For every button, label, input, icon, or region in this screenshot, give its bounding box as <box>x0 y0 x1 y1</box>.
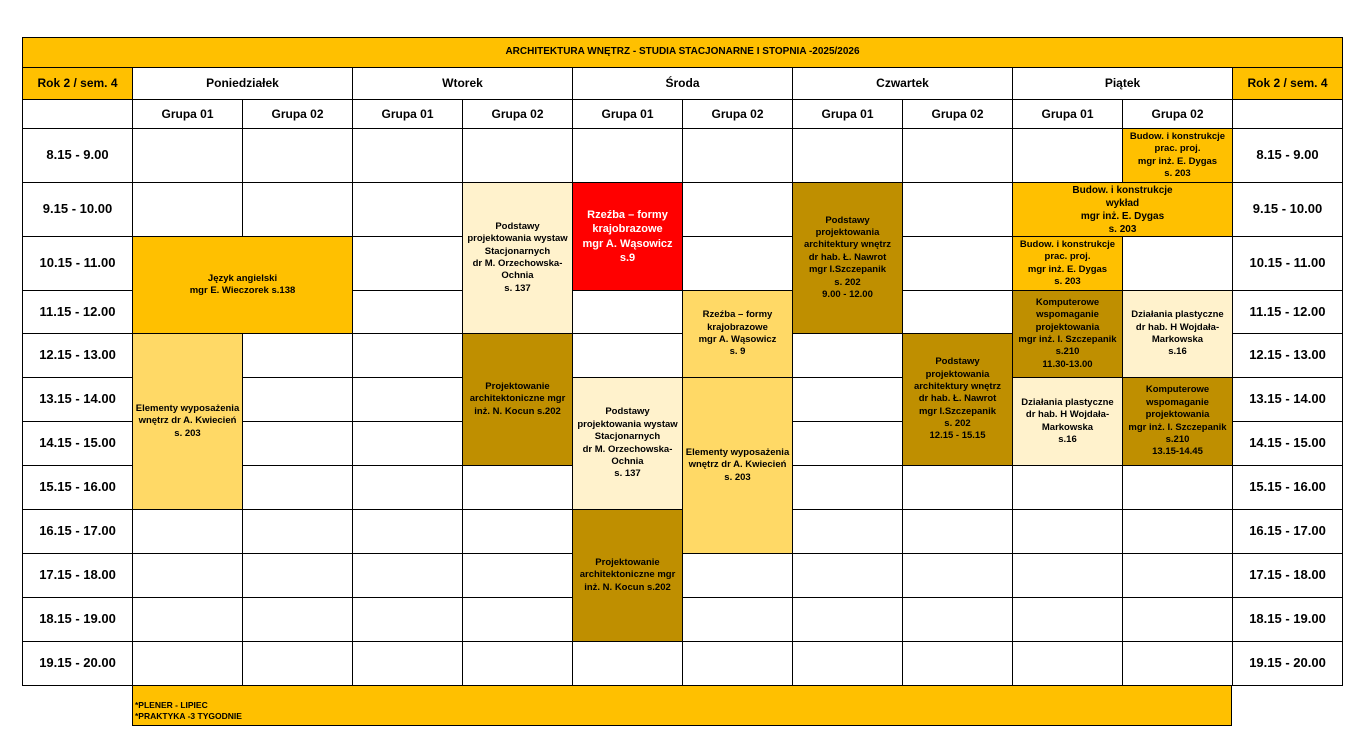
group-header: Grupa 02 <box>902 99 1013 129</box>
blank-corner-right <box>1232 99 1343 129</box>
empty-slot <box>352 641 463 686</box>
empty-slot <box>132 128 243 183</box>
class-block[interactable]: Projektowanie architektoniczne mgr inż. N. Kocun s.202 <box>572 509 683 642</box>
empty-slot <box>902 128 1013 183</box>
empty-slot <box>1122 509 1233 554</box>
day-header: Czwartek <box>792 67 1013 100</box>
schedule-title: ARCHITEKTURA WNĘTRZ - STUDIA STACJONARNE I STOPNIA -2025/2026 <box>22 37 1343 68</box>
empty-slot <box>792 333 903 378</box>
empty-slot <box>462 509 573 554</box>
empty-slot <box>572 290 683 334</box>
time-slot-left: 18.15 - 19.00 <box>22 597 133 642</box>
empty-slot <box>1122 236 1233 291</box>
time-slot-right: 9.15 - 10.00 <box>1232 182 1343 237</box>
day-header: Środa <box>572 67 793 100</box>
group-header: Grupa 02 <box>682 99 793 129</box>
time-slot-right: 15.15 - 16.00 <box>1232 465 1343 510</box>
empty-slot <box>462 597 573 642</box>
day-header: Wtorek <box>352 67 573 100</box>
group-header: Grupa 02 <box>1122 99 1233 129</box>
time-slot-right: 12.15 - 13.00 <box>1232 333 1343 378</box>
time-slot-right: 16.15 - 17.00 <box>1232 509 1343 554</box>
empty-slot <box>462 128 573 183</box>
empty-slot <box>1122 553 1233 598</box>
empty-slot <box>902 597 1013 642</box>
time-slot-left: 11.15 - 12.00 <box>22 290 133 334</box>
year-label-left: Rok 2 / sem. 4 <box>22 67 133 100</box>
empty-slot <box>902 290 1013 334</box>
empty-slot <box>462 641 573 686</box>
time-slot-right: 18.15 - 19.00 <box>1232 597 1343 642</box>
empty-slot <box>682 597 793 642</box>
empty-slot <box>352 465 463 510</box>
time-slot-right: 13.15 - 14.00 <box>1232 377 1343 422</box>
footer-note-plener: *PLENER - LIPIEC <box>135 700 208 710</box>
class-block[interactable]: Elementy wyposażenia wnętrz dr A. Kwiecień s. 203 <box>682 377 793 554</box>
empty-slot <box>242 377 353 422</box>
class-block[interactable]: Podstawy projektowania wystaw Stacjonarnych dr M. Orzechowska-Ochnia s. 137 <box>462 182 573 334</box>
time-slot-left: 10.15 - 11.00 <box>22 236 133 291</box>
empty-slot <box>242 128 353 183</box>
class-block[interactable]: Rzeźba – formy krajobrazowe mgr A. Wąsowicz s.9 <box>572 182 683 291</box>
footer-note-praktyka: *PRAKTYKA -3 TYGODNIE <box>135 711 242 722</box>
empty-slot <box>242 641 353 686</box>
empty-slot <box>1012 597 1123 642</box>
empty-slot <box>792 421 903 466</box>
empty-slot <box>682 236 793 291</box>
empty-slot <box>902 465 1013 510</box>
empty-slot <box>1012 553 1123 598</box>
group-header: Grupa 01 <box>792 99 903 129</box>
empty-slot <box>352 421 463 466</box>
empty-slot <box>242 182 353 237</box>
empty-slot <box>352 553 463 598</box>
class-block[interactable]: Język angielski mgr E. Wieczorek s.138 <box>132 236 353 334</box>
group-header: Grupa 02 <box>462 99 573 129</box>
empty-slot <box>682 641 793 686</box>
time-slot-left: 12.15 - 13.00 <box>22 333 133 378</box>
empty-slot <box>352 236 463 291</box>
time-slot-left: 16.15 - 17.00 <box>22 509 133 554</box>
time-slot-left: 17.15 - 18.00 <box>22 553 133 598</box>
empty-slot <box>132 509 243 554</box>
empty-slot <box>132 182 243 237</box>
empty-slot <box>1122 465 1233 510</box>
class-block[interactable]: Podstawy projektowania wystaw Stacjonarnych dr M. Orzechowska-Ochnia s. 137 <box>572 377 683 510</box>
footer-notes <box>132 685 1232 726</box>
class-block[interactable]: Podstawy projektowania architektury wnętrz dr hab. Ł. Nawrot mgr I.Szczepanik s. 202 9.00 - 12.00 <box>792 182 903 334</box>
class-block[interactable]: Podstawy projektowania architektury wnętrz dr hab. Ł. Nawrot mgr I.Szczepanik s. 202 12.15 - 15.15 <box>902 333 1013 466</box>
class-block[interactable]: Elementy wyposażenia wnętrz dr A. Kwiecień s. 203 <box>132 333 243 510</box>
time-slot-left: 19.15 - 20.00 <box>22 641 133 686</box>
empty-slot <box>902 553 1013 598</box>
empty-slot <box>352 509 463 554</box>
empty-slot <box>352 128 463 183</box>
empty-slot <box>572 128 683 183</box>
empty-slot <box>352 290 463 334</box>
time-slot-right: 11.15 - 12.00 <box>1232 290 1343 334</box>
class-block[interactable]: Działania plastyczne dr hab. H Wojdała-Markowska s.16 <box>1012 377 1123 466</box>
group-header: Grupa 01 <box>352 99 463 129</box>
class-block[interactable]: Budow. i konstrukcje wykład mgr inż. E. Dygas s. 203 <box>1012 182 1233 237</box>
time-slot-left: 14.15 - 15.00 <box>22 421 133 466</box>
time-slot-left: 8.15 - 9.00 <box>22 128 133 183</box>
empty-slot <box>1122 597 1233 642</box>
empty-slot <box>352 182 463 237</box>
empty-slot <box>792 641 903 686</box>
empty-slot <box>792 509 903 554</box>
empty-slot <box>242 597 353 642</box>
group-header: Grupa 02 <box>242 99 353 129</box>
empty-slot <box>242 509 353 554</box>
class-block[interactable]: Komputerowe wspomaganie projektowania mgr inż. I. Szczepanik s.210 13.15-14.45 <box>1122 377 1233 466</box>
empty-slot <box>682 553 793 598</box>
empty-slot <box>1122 641 1233 686</box>
time-slot-left: 15.15 - 16.00 <box>22 465 133 510</box>
empty-slot <box>1012 509 1123 554</box>
day-header: Poniedziałek <box>132 67 353 100</box>
group-header: Grupa 01 <box>1012 99 1123 129</box>
empty-slot <box>792 128 903 183</box>
empty-slot <box>1012 128 1123 183</box>
empty-slot <box>132 597 243 642</box>
empty-slot <box>242 421 353 466</box>
empty-slot <box>132 641 243 686</box>
empty-slot <box>352 333 463 378</box>
empty-slot <box>902 509 1013 554</box>
blank-corner-left <box>22 99 133 129</box>
time-slot-right: 19.15 - 20.00 <box>1232 641 1343 686</box>
class-block[interactable]: Budow. i konstrukcje prac. proj. mgr inż. E. Dygas s. 203 <box>1012 236 1123 291</box>
class-block[interactable]: Projektowanie architektoniczne mgr inż. N. Kocun s.202 <box>462 333 573 466</box>
empty-slot <box>132 553 243 598</box>
time-slot-left: 9.15 - 10.00 <box>22 182 133 237</box>
empty-slot <box>572 641 683 686</box>
group-header: Grupa 01 <box>132 99 243 129</box>
group-header: Grupa 01 <box>572 99 683 129</box>
empty-slot <box>792 465 903 510</box>
class-block[interactable]: Rzeźba – formy krajobrazowe mgr A. Wąsowicz s. 9 <box>682 290 793 378</box>
time-slot-right: 14.15 - 15.00 <box>1232 421 1343 466</box>
empty-slot <box>792 377 903 422</box>
empty-slot <box>1012 465 1123 510</box>
class-block[interactable]: Działania plastyczne dr hab. H Wojdała-Markowska s.16 <box>1122 290 1233 378</box>
empty-slot <box>462 553 573 598</box>
empty-slot <box>242 465 353 510</box>
empty-slot <box>902 236 1013 291</box>
empty-slot <box>462 465 573 510</box>
empty-slot <box>572 333 683 378</box>
empty-slot <box>902 182 1013 237</box>
empty-slot <box>902 641 1013 686</box>
empty-slot <box>242 333 353 378</box>
empty-slot <box>352 597 463 642</box>
empty-slot <box>242 553 353 598</box>
time-slot-left: 13.15 - 14.00 <box>22 377 133 422</box>
empty-slot <box>682 128 793 183</box>
time-slot-right: 10.15 - 11.00 <box>1232 236 1343 291</box>
empty-slot <box>682 182 793 237</box>
time-slot-right: 17.15 - 18.00 <box>1232 553 1343 598</box>
time-slot-right: 8.15 - 9.00 <box>1232 128 1343 183</box>
empty-slot <box>1012 641 1123 686</box>
class-block[interactable]: Komputerowe wspomaganie projektowania mgr inż. I. Szczepanik s.210 11.30-13.00 <box>1012 290 1123 378</box>
day-header: Piątek <box>1012 67 1233 100</box>
year-label-right: Rok 2 / sem. 4 <box>1232 67 1343 100</box>
empty-slot <box>792 553 903 598</box>
empty-slot <box>792 597 903 642</box>
class-block[interactable]: Budow. i konstrukcje prac. proj. mgr inż. E. Dygas s. 203 <box>1122 128 1233 183</box>
empty-slot <box>352 377 463 422</box>
